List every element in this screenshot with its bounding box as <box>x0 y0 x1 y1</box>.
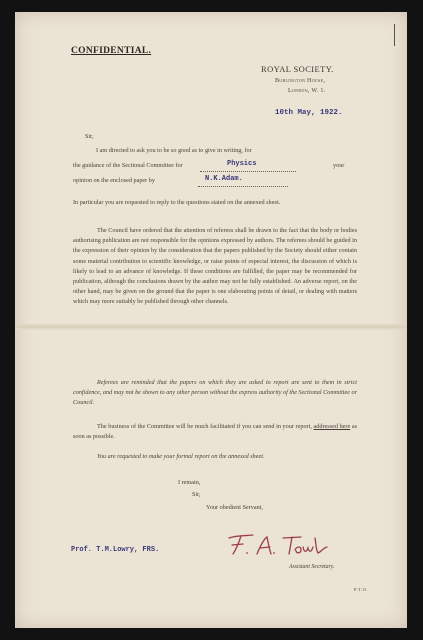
letterhead-address-2: London, W. 1. <box>288 88 326 94</box>
confidential-heading: CONFIDENTIAL. <box>71 46 152 56</box>
recipient-name: Prof. T.M.Lowry, FRS. <box>71 546 160 554</box>
para-business-post: as soon as possible. <box>73 423 358 441</box>
addressed-here: addressed here <box>313 423 351 430</box>
signature <box>223 530 343 560</box>
closing-servant: Your obedient Servant, <box>206 504 263 511</box>
para-business <box>73 422 357 442</box>
request-line-1: I am directed to ask you to be so good as to give in writing, for <box>96 147 252 154</box>
para-business-pre: The business of the Committee will be much facilitated if you can send in your report, <box>97 423 312 430</box>
letter-date: 10th May, 1922. <box>275 109 343 117</box>
letterhead-org: ROYAL SOCIETY. <box>261 64 334 74</box>
closing-sir: Sir, <box>192 491 201 498</box>
pto-mark: P.T.O. <box>354 587 369 592</box>
committee-name: Physics <box>227 160 257 168</box>
para-formal-report: You are requested to make your formal report on the annexed sheet. <box>97 453 265 460</box>
para-referees: Referees are reminded that the papers on which they are asked to report are sent to them in strict confidence, and may not be shown to any other person without the express authority of the Sectional Committee or Council. <box>73 379 357 407</box>
para-council: The Council have ordered that the attention of referees shall be drawn to the fact that the body or bodies authorising publication are not responsible for the opinions expressed by authors. The referees should be guided in the expression of their opinion by the consideration that the papers published by the Society should either contain some material contribution to scientific knowledge, or raise points of especial interest, the discussion of which is likely to lead to an advance of knowledge. If these conditions are fulfilled, the paper may be recommended for publication, although the conclusions drawn by the author may not be fully established. An adverse report, on the other hand, may be given on the ground that the paper is one elaborating points of detail, or dealing with matters which may more suitably be published through other channels. <box>73 227 357 306</box>
salutation: Sir, <box>85 133 94 140</box>
paper-author: N.K.Adam. <box>205 175 243 183</box>
request-line-2-pre: the guidance of the Sectional Committee for <box>73 162 183 169</box>
paper-fold <box>15 324 407 330</box>
letterhead-address-1: Burlington House, <box>275 78 326 84</box>
letter-sheet <box>15 12 407 628</box>
closing-remain: I remain, <box>178 479 201 486</box>
signatory-title: Assistant Secretary. <box>289 564 335 570</box>
para-questions: In particular you are requested to reply to the questions stated on the annexed sheet. <box>73 199 281 206</box>
request-line-3-pre: opinion on the enclosed paper by <box>73 177 155 184</box>
request-line-2-post: your <box>333 162 345 169</box>
edge-mark <box>394 24 395 46</box>
